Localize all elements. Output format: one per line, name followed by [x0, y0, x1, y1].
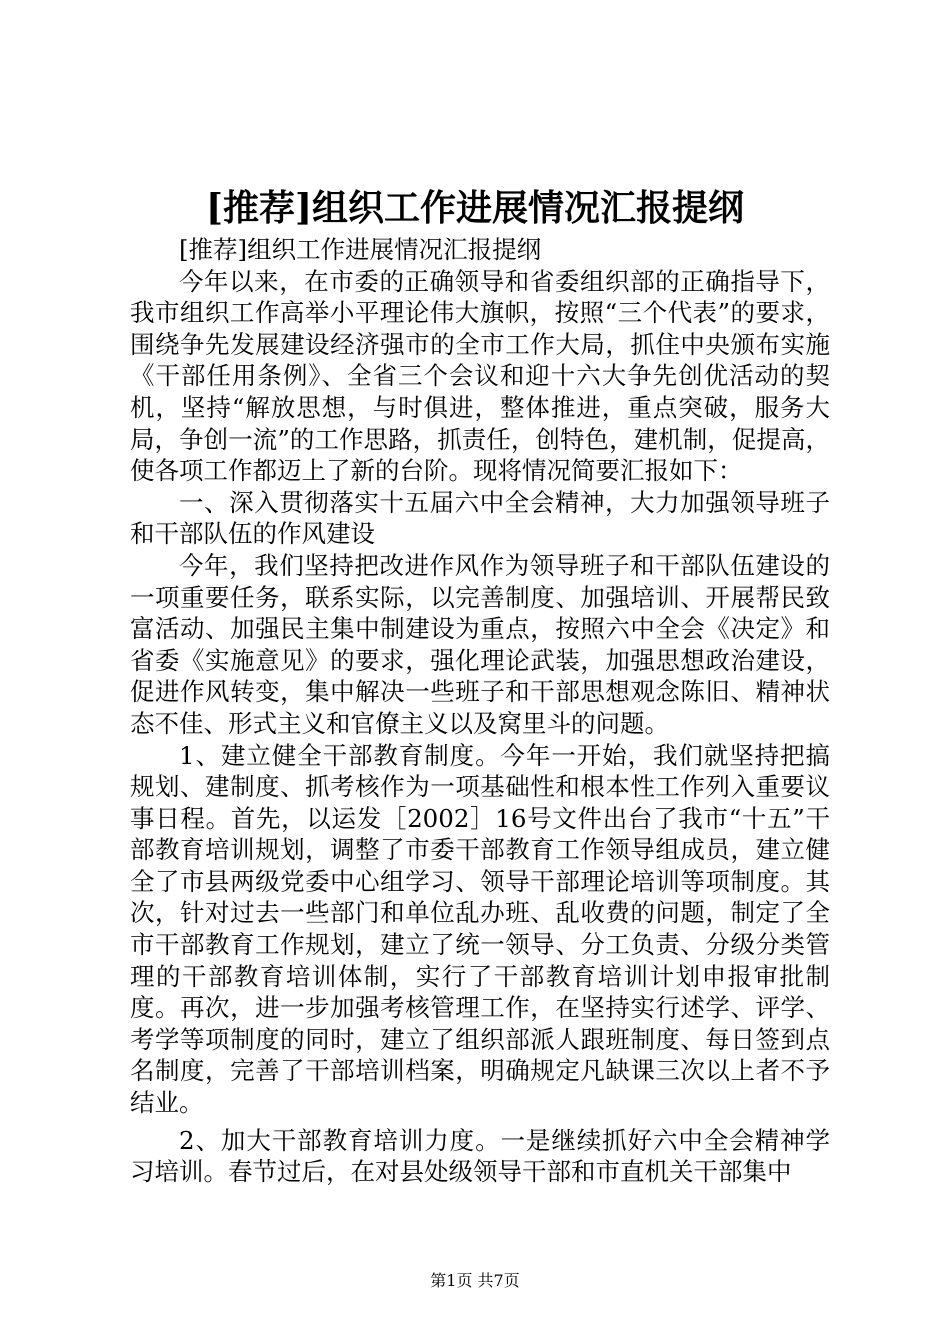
paragraph-intro: 今年以来，在市委的正确领导和省委组织部的正确指导下，我市组织工作高举小平理论伟大旗帜，按照“三个代表”的要求，围绕争先发展建设经济强市的全市工作大局，抓住中央颁布实施《干部任用条例》、全省三个会议和迎十六大争先创优活动的契机，坚持“解放思想，与时俱进，整体推进，重点突破，服务大局，争创一流”的工作思路，抓责任，创特色，建机制，促提高，使各项工作都迈上了新的台阶。现将情况简要汇报如下： — [130, 266, 830, 486]
paragraph-subtitle: [推荐]组织工作进展情况汇报提纲 — [179, 235, 542, 264]
paragraph-item-2: 2、加大干部教育培训力度。一是继续抓好六中全会精神学习培训。春节过后，在对县处级领导干部和市直机关干部集中 — [130, 1125, 830, 1187]
document-body — [130, 234, 830, 1188]
page-footer: 第1页 共7页 — [430, 1271, 520, 1290]
paragraph-section-heading: 一、深入贯彻落实十五届六中全会精神，大力加强领导班子和干部队伍的作风建设 — [130, 487, 830, 549]
paragraph-section-body: 今年，我们坚持把改进作风作为领导班子和干部队伍建设的一项重要任务，联系实际，以完善制度、加强培训、开展帮民致富活动、加强民主集中制建设为重点，按照六中全会《决定》和省委《实施意见》的要求，强化理论武装，加强思想政治建设，促进作风转变，集中解决一些班子和干部思想观念陈旧、精神状态不佳、形式主义和官僚主义以及窝里斗的问题。 — [130, 550, 830, 738]
paragraph-item-1: 1、建立健全干部教育制度。今年一开始，我们就坚持把搞规划、建制度、抓考核作为一项基础性和根本性工作列入重要议事日程。首先，以运发［2002］16号文件出台了我市“十五”干部教育培训规划，调整了市委干部教育工作领导组成员，建立健全了市县两级党委中心组学习、领导干部理论培训等项制度。其次，针对过去一些部门和单位乱办班、乱收费的问题，制定了全市干部教育工作规划，建立了统一领导、分工负责、分级分类管理的干部教育培训体制，实行了干部教育培训计划申报审批制度。再次，进一步加强考核管理工作，在坚持实行述学、评学、考学等项制度的同时，建立了组织部派人跟班制度、每日签到点名制度，完善了干部培训档案，明确规定凡缺课三次以上者不予结业。 — [130, 740, 830, 1118]
document-title: [推荐]组织工作进展情况汇报提纲 — [205, 187, 745, 229]
